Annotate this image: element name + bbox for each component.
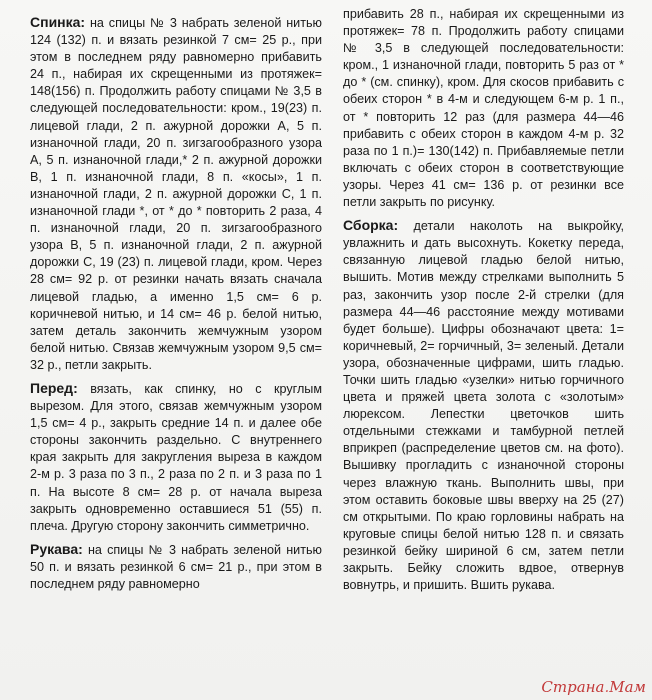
sleeves-section — [30, 541, 322, 593]
assembly-section — [343, 217, 624, 594]
sleeves-continued — [343, 6, 624, 211]
assembly-heading: Сборка: — [343, 217, 399, 234]
back-section — [30, 14, 322, 374]
sleeves-continued-text: прибавить 28 п., набирая их скрещенными из протяжек= 78 п. Продолжить работу спицами № 3,5 в следующей последовательности: кром., 1 изнаночной глади, повторить 5 раз от * до * (см. спинку), кром. Для скосов прибавить с обеих сторон * в 4-м и следующем 6-м р. 1 п., от * повторить 12 раз (для размера 44—46 прибавить с обеих сторон в каждом 4-м р. 32 раза по 1 п.)= 130(142) п. Прибавляемые петли включать с обеих сторон в соответствующие узоры. Через 41 см= 136 р. от резинки все петли закрыть по рисунку. — [343, 7, 624, 210]
front-text: вязать, как спинку, но с круглым вырезом. Для этого, связав жемчужным узором 1,5 см= 4 р., закрыть средние 14 п. и далее обе стороны закончить раздельно. С внутреннего края закрыть для закругления выреза в каждом 2-м р. 3 раза по 3 п., 2 раза по 2 п. и 3 раза по 1 п. На высоте 8 см= 28 р. от начала выреза закрыть одновременно оставшиеся 51 (55) п. плеча. Другую сторону закончить симметрично. — [30, 381, 323, 533]
front-heading: Перед: — [30, 379, 78, 396]
watermark-text-a: Страна — [541, 678, 605, 696]
right-column — [343, 6, 624, 600]
left-column — [30, 14, 322, 599]
assembly-text: детали наколоть на выкройку, увлажнить и дать высохнуть. Кокетку переда, связанную лицевой гладью белой нитью, вышить. Мотив между стрелками выполнить 5 раз, закончить узор после 2-й стрелки (для размера 44—46 расстояние между мотивами будет больше). Цифры обозначают цвета: 1= коричневый, 2= горчичный, 3= зеленый. Детали узора, обозначенные цифрами, шить гладью. Точки шить гладью «узелки» нитью горчичного цвета и пряжей цвета золота с «золотым» люрексом. Лепестки цветочков шить отдельными стежками и тамбурной петлей вприкреп (распределение цветов см. на фото). Вышивку прогладить с изнаночной стороны через влажную ткань. Выполнить швы, при этом оставить боковые швы вверху на 25 (27) см открытыми. По краю горловины набрать на круговые спицы белой нитью 128 п. и связать резинкой бейку шириной 6 см, затем петли закрыть. Бейку сложить вдвое, отвернув вовнутрь, и пришить. Вшить рукава. — [343, 219, 624, 593]
sleeves-heading: Рукава: — [30, 540, 83, 557]
watermark-text-b: Мам — [609, 678, 646, 696]
site-watermark — [541, 678, 646, 696]
front-section — [30, 380, 322, 535]
watermark-dot: . — [604, 678, 610, 696]
back-heading: Спинка: — [30, 14, 86, 30]
sleeves-text: на спицы № 3 набрать зеленой нитью 50 п. и вязать резинкой 6 см= 21 р., при этом в последнем ряду равномерно — [30, 542, 322, 591]
back-text: на спицы № 3 набрать зеленой нитью 124 (132) п. и вязать резинкой 7 см= 25 р., при этом в последнем ряду равномерно прибавить 24 п., набирая их скрещенными из протяжек= 148(156) п. Продолжить работу спицами № 3,5 в следующей последовательности: кром., 19(23) п. лицевой глади, 2 п. ажурной дорожки А, 5 п. изнаночной глади, 20 п. зигзагообразного узора А, 5 п. изнаночной глади,* 2 п. ажурной дорожки В, 1 п. изнаночной глади, 8 п. «косы», 1 п. изнаночной глади, 2 п. ажурной дорожки С, 1 п. изнаночной глади *, от * до * повторить 2 раза, 4 п. изнаночной глади, 20 п. зигзагообразного узора В, 5 п. изнаночной глади, 2 п. ажурной дорожки С, 19 (23) п. лицевой глади, кром. Через 28 см= 92 р. от резинки начать вязать сначала лицевой гладью, а именно 1,5 см= 6 р. коричневой нитью, и 14 см= 46 р. белой нитью, затем деталь закончить жемчужным узором белой нитью. Связав жемчужным узором 9,5 см= 32 р., петли закрыть. — [30, 16, 322, 372]
